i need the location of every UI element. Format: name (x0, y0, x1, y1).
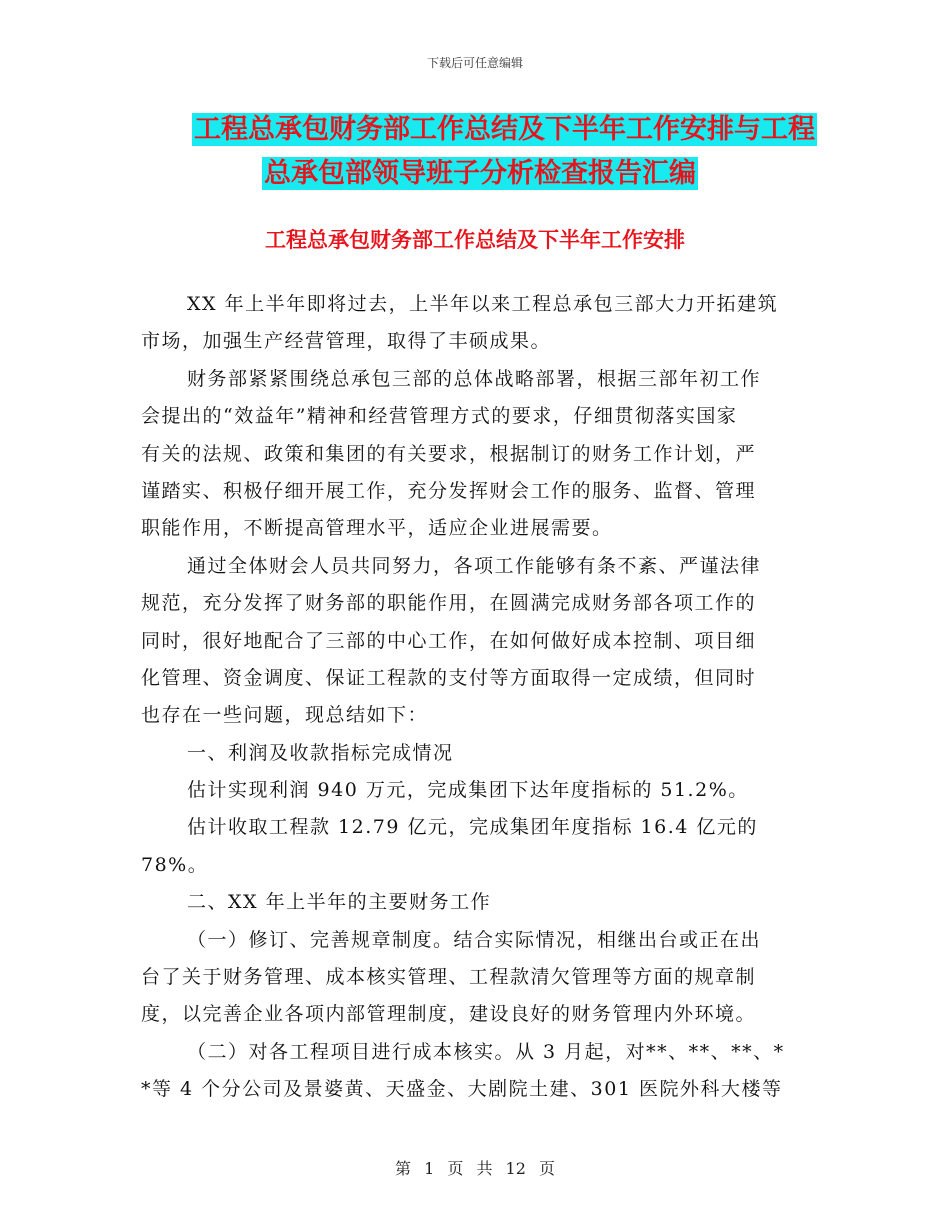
text-line: 通过全体财会人员共同努力，各项工作能够有条不紊、严谨法律 (187, 554, 762, 577)
text-line: XX 年上半年即将过去，上半年以来工程总承包三部大力开拓建筑 (187, 293, 779, 315)
text-line: 化管理、资金调度、保证工程款的支付等方面取得一定成绩，但同时 (141, 666, 757, 689)
section-heading: 二、XX 年上半年的主要财务工作 (187, 891, 492, 914)
header-note: 下载后可任意编辑 (426, 56, 523, 70)
body-text (141, 286, 801, 1109)
text-line: 估计收取工程款 12.79 亿元，完成集团年度指标 16.4 亿元的 (187, 816, 758, 839)
section-heading: 一、利润及收款指标完成情况 (187, 741, 454, 764)
text-line: 市场，加强生产经营管理，取得了丰硕成果。 (141, 330, 552, 353)
text-line: 也存在一些问题，现总结如下： (141, 704, 429, 727)
text-line: 谨踏实、积极仔细开展工作，充分发挥财会工作的服务、监督、管理 (141, 479, 757, 502)
text-line: 职能作用，不断提高管理水平，适应企业进展需要。 (141, 517, 613, 540)
page-footer: 第 1 页 共 12 页 (395, 1159, 555, 1178)
text-line: （二）对各工程项目进行成本核实。从 3 月起，对**、**、**、* (187, 1040, 785, 1063)
text-line: 会提出的“效益年”精神和经营管理方式的要求，仔细贯彻落实国家 (141, 405, 738, 428)
text-line: 台了关于财务管理、成本核实管理、工程款清欠管理等方面的规章制 (141, 966, 757, 989)
text-line: 同时，很好地配合了三部的中心工作，在如何做好成本控制、项目细 (141, 629, 757, 652)
section-subtitle: 工程总承包财务部工作总结及下半年工作安排 (265, 227, 685, 252)
text-line: 有关的法规、政策和集团的有关要求，根据制订的财务工作计划，严 (141, 442, 757, 465)
document-title-line-1 (192, 112, 872, 148)
text-line: 78%。 (141, 853, 209, 876)
title-highlight: 总承包部领导班子分析检查报告汇编 (264, 158, 696, 189)
text-line: *等 4 个分公司及景婆黄、天盛金、大剧院土建、301 医院外科大楼等 (141, 1078, 783, 1101)
document-title-line-2 (262, 156, 942, 192)
text-line: 财务部紧紧围绕总承包三部的总体战略部署，根据三部年初工作 (187, 367, 762, 390)
text-line: 估计实现利润 940 万元，完成集团下达年度指标的 51.2%。 (187, 779, 749, 802)
text-line: （一）修订、完善规章制度。结合实际情况，相继出台或正在出 (187, 928, 762, 951)
text-line: 规范，充分发挥了财务部的职能作用，在圆满完成财务部各项工作的 (141, 592, 757, 615)
text-line: 度，以完善企业各项内部管理制度，建设良好的财务管理内外环境。 (141, 1003, 757, 1026)
title-highlight: 工程总承包财务部工作总结及下半年工作安排与工程 (194, 114, 815, 145)
